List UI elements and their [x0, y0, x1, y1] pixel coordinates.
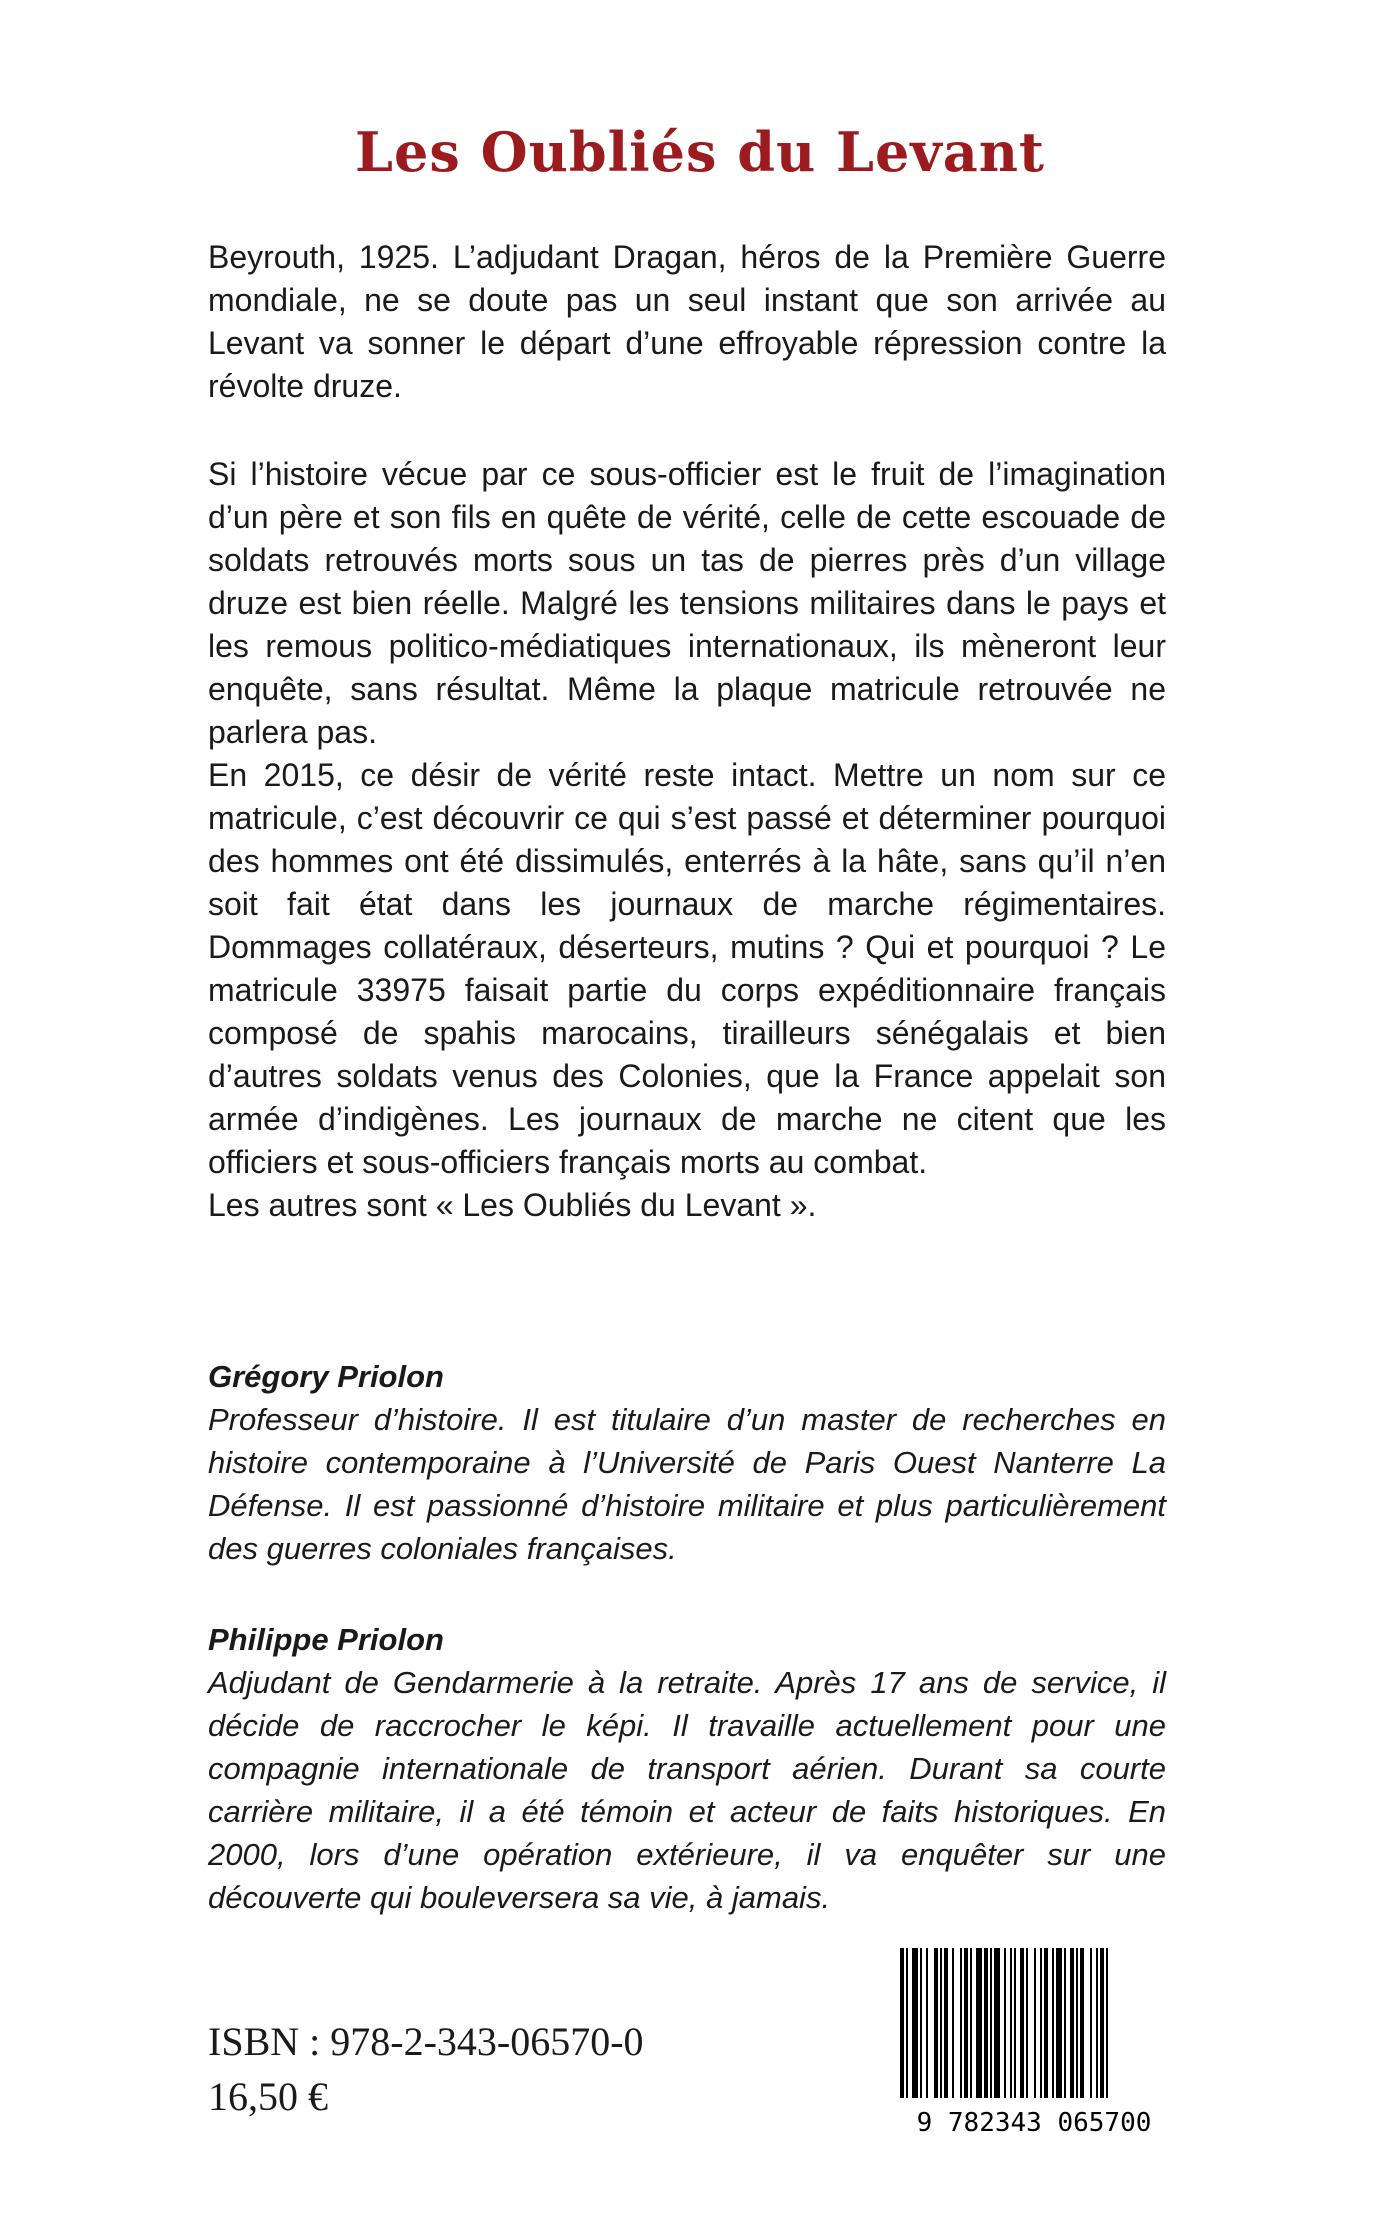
author-bio: Professeur d’histoire. Il est titulaire d’un master de recherches en histoire contemporaine à l’Université de Paris Ouest Nanterre La Défense. Il est passionné d’histoire militaire et plus particulièrement des guerres coloniales françaises.: [208, 1402, 1166, 1566]
barcode-bar: [1106, 1948, 1108, 2098]
paragraph-2: Si l’histoire vécue par ce sous-officier est le fruit de l’imagination d’un père et son fils en quête de vérité, celle de cette escouade de soldats retrouvés morts sous un tas de pierres près d’un village druze est bien réelle. Malgré les tensions militaires dans le pays et les remous politico-médiatiques internationaux, ils mèneront leur enquête, sans résultat. Même la plaque matricule retrouvée ne parlera pas.: [208, 456, 1166, 750]
barcode: [892, 1938, 1176, 2138]
barcode-bar: [1076, 1948, 1078, 2098]
barcode-bar: [1044, 1948, 1048, 2098]
isbn-label: ISBN : 978-2-343-06570-0: [208, 2019, 644, 2064]
barcode-bar: [1090, 1948, 1092, 2098]
barcode-bar: [1026, 1948, 1028, 2098]
story-paragraph-block: [208, 453, 1166, 1227]
barcode-bar: [912, 1948, 918, 2098]
barcode-bar: [1096, 1948, 1098, 2098]
barcode-bar: [1040, 1948, 1042, 2098]
barcode-bar: [900, 1948, 904, 2098]
barcode-bar: [994, 1948, 1000, 2098]
intro-paragraph-block: [208, 236, 1166, 408]
barcode-bar: [952, 1948, 954, 2098]
barcode-bar: [926, 1948, 928, 2098]
barcode-bar: [1014, 1948, 1016, 2098]
author-block-philippe: [208, 1618, 1166, 1919]
barcode-bar: [960, 1948, 962, 2098]
barcode-bar: [1064, 1948, 1066, 2098]
barcode-bar: [970, 1948, 972, 2098]
barcode-bar: [964, 1948, 968, 2098]
barcode-bar: [976, 1948, 982, 2098]
paragraph-1: Beyrouth, 1925. L’adjudant Dragan, héros de la Première Guerre mondiale, ne se doute pas un seul instant que son arrivée au Levant va sonner le départ d’une effroyable répression contre la révolte druze.: [208, 239, 1166, 404]
barcode-bar: [934, 1948, 938, 2098]
barcode-bar: [1070, 1948, 1074, 2098]
barcode-bar: [984, 1948, 988, 2098]
author-bio: Adjudant de Gendarmerie à la retraite. Après 17 ans de service, il décide de raccrocher le képi. Il travaille actuellement pour une compagnie internationale de transport aérien. Durant sa courte carrière militaire, il a été témoin et acteur de faits historiques. En 2000, lors d’une opération extérieure, il va enquêter sur une découverte qui bouleversera sa vie, à jamais.: [208, 1665, 1166, 1915]
author-name: Philippe Priolon: [208, 1622, 444, 1657]
barcode-bar: [1100, 1948, 1104, 2098]
barcode-digits: 9 782343 065700: [916, 2108, 1152, 2138]
author-block-gregory: [208, 1355, 1166, 1570]
barcode-bar: [940, 1948, 942, 2098]
price-label: 16,50 €: [208, 2074, 328, 2119]
barcode-bar: [906, 1948, 908, 2098]
author-name: Grégory Priolon: [208, 1359, 444, 1394]
barcode-bar: [1020, 1948, 1024, 2098]
barcode-bar: [1034, 1948, 1036, 2098]
barcode-bar: [944, 1948, 948, 2098]
paragraph-3: En 2015, ce désir de vérité reste intact. Mettre un nom sur ce matricule, c’est découvrir ce qui s’est passé et déterminer pourquoi des hommes ont été dissimulés, enterrés à la hâte, sans qu’il n’en soit fait état dans les journaux de marche régimentaires. Dommages collatéraux, déserteurs, mutins ? Qui et pourquoi ? Le matricule 33975 faisait partie du corps expéditionnaire français composé de spahis marocains, tirailleurs sénégalais et bien d’autres soldats venus des Colonies, que la France appelait son armée d’indigènes. Les journaux de marche ne citent que les officiers et sous-officiers français morts au combat.: [208, 757, 1166, 1180]
barcode-bar: [1004, 1948, 1006, 2098]
barcode-bar: [1052, 1948, 1054, 2098]
barcode-bar: [1056, 1948, 1062, 2098]
barcode-bar: [1010, 1948, 1012, 2098]
barcode-bar: [990, 1948, 992, 2098]
paragraph-4: Les autres sont « Les Oubliés du Levant ».: [208, 1187, 817, 1223]
book-title: Les Oubliés du Levant: [355, 120, 1045, 184]
barcode-bar: [1080, 1948, 1084, 2098]
barcode-bar: [920, 1948, 922, 2098]
